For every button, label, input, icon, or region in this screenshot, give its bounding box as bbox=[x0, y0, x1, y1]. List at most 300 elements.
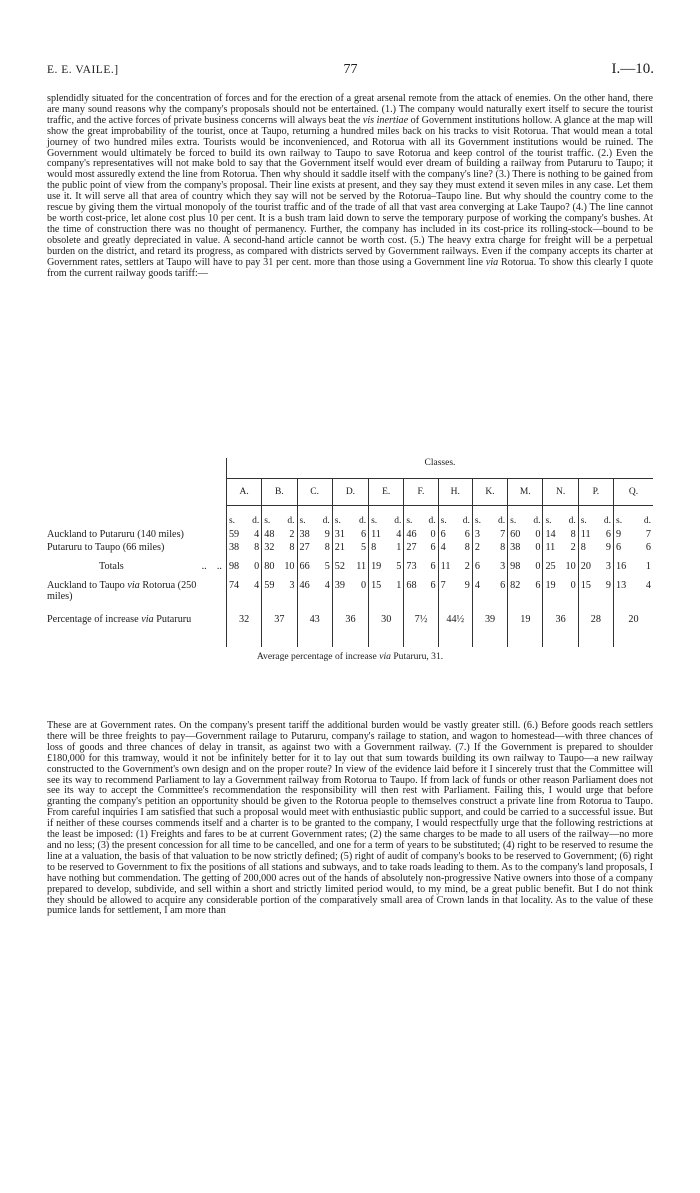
tariff-shillings: 98 bbox=[228, 561, 240, 572]
table-row bbox=[47, 553, 653, 580]
tariff-cell bbox=[472, 553, 507, 580]
tariff-cell bbox=[369, 529, 404, 542]
tariff-shillings: 6 bbox=[440, 529, 446, 540]
tariff-value bbox=[508, 561, 542, 572]
tariff-pence: 6 bbox=[464, 529, 470, 540]
class-column-header: M. bbox=[508, 479, 543, 506]
unit-pair bbox=[262, 516, 296, 527]
tariff-shillings: 11 bbox=[580, 529, 591, 540]
tariff-value bbox=[369, 529, 403, 540]
unit-pence: d. bbox=[498, 516, 506, 526]
tariff-cell bbox=[438, 542, 472, 553]
tariff-cell bbox=[404, 553, 438, 580]
tariff-shillings: 21 bbox=[334, 542, 345, 553]
unit-cell bbox=[472, 506, 507, 530]
tariff-shillings: 59 bbox=[264, 580, 275, 591]
para1-text-a: splendidly situated for the concentration of forces and for the erection of a great arsenal remote from the attack of enemies. On the other hand, there are many sound reasons why the company's proposals should not be entertained. (1.) The company would naturally exert itself to secure the tourist traffic, and the active forces of private business concerns will always beat the bbox=[47, 93, 653, 126]
unit-pair bbox=[369, 516, 403, 527]
tariff-value bbox=[614, 542, 653, 553]
class-column-header: A. bbox=[226, 479, 261, 506]
tariff-cell bbox=[543, 553, 578, 580]
row-label bbox=[47, 580, 226, 610]
unit-cell bbox=[614, 506, 653, 530]
tariff-pence: 9 bbox=[605, 542, 612, 553]
percentage-cell: 19 bbox=[508, 610, 543, 647]
tariff-pence: 0 bbox=[360, 580, 367, 591]
tariff-cell bbox=[543, 529, 578, 542]
unit-cell bbox=[369, 506, 404, 530]
tariff-value bbox=[439, 561, 472, 572]
unit-pence: d. bbox=[252, 516, 260, 526]
tariff-pence: 0 bbox=[254, 561, 260, 572]
page-number: 77 bbox=[343, 62, 358, 77]
tariff-pence: 4 bbox=[254, 529, 260, 540]
tariff-shillings: 6 bbox=[616, 542, 622, 553]
tariff-shillings: 8 bbox=[371, 542, 377, 553]
tariff-shillings: 38 bbox=[299, 529, 310, 540]
unit-cell bbox=[578, 506, 613, 530]
paragraph-conclusion bbox=[47, 721, 653, 917]
percentage-cell: 7½ bbox=[404, 610, 438, 647]
unit-pair bbox=[543, 516, 577, 527]
row-label-pre: Auckland to Taupo bbox=[47, 580, 128, 591]
tariff-pence: 6 bbox=[605, 529, 612, 540]
tariff-shillings: 8 bbox=[580, 542, 586, 553]
tariff-cell bbox=[297, 553, 332, 580]
tariff-pence: 11 bbox=[356, 561, 367, 572]
unit-pair bbox=[439, 516, 472, 527]
tariff-value bbox=[333, 580, 368, 591]
tariff-value bbox=[543, 561, 577, 572]
tariff-shillings: 6 bbox=[474, 561, 480, 572]
table-body bbox=[47, 506, 653, 648]
tariff-pence: 2 bbox=[289, 529, 295, 540]
tariff-pence: 4 bbox=[324, 580, 330, 591]
tariff-shillings: 46 bbox=[406, 529, 417, 540]
tariff-shillings: 19 bbox=[545, 580, 556, 591]
unit-pence: d. bbox=[643, 516, 651, 526]
tariff-shillings: 20 bbox=[580, 561, 591, 572]
tariff-shillings: 25 bbox=[545, 561, 556, 572]
class-column-header: P. bbox=[578, 479, 613, 506]
tariff-value bbox=[298, 542, 332, 553]
percentage-cell: 20 bbox=[614, 610, 653, 647]
unit-pence: d. bbox=[533, 516, 541, 526]
tariff-pence: 4 bbox=[396, 529, 402, 540]
tariff-value bbox=[298, 529, 332, 540]
tariff-value bbox=[614, 561, 653, 572]
tariff-value bbox=[227, 561, 261, 572]
unit-cell bbox=[226, 506, 261, 530]
unit-pair bbox=[579, 516, 613, 527]
table-row bbox=[47, 580, 653, 610]
tariff-pence: 0 bbox=[535, 542, 541, 553]
unit-shillings: s. bbox=[616, 516, 623, 526]
tariff-shillings: 19 bbox=[371, 561, 382, 572]
tariff-cell bbox=[614, 529, 653, 542]
row-label-italic: via bbox=[127, 580, 140, 591]
tariff-value bbox=[579, 542, 613, 553]
tariff-cell bbox=[369, 580, 404, 610]
row-label: Auckland to Putaruru (140 miles) bbox=[47, 529, 184, 540]
table-corner bbox=[47, 458, 226, 506]
tariff-cell bbox=[543, 580, 578, 610]
tariff-pence: 9 bbox=[464, 580, 470, 591]
tariff-pence: 10 bbox=[284, 561, 295, 572]
para2-text: These are at Government rates. On the company's present tariff the additional burden would be vastly greater still. (6.) Before goods reach settlers there will be three freights to pay—Government railage to Putaruru, company's railage to station, and wagon to homestead—with three chances of loss of goods and three chances of delay in transit, as against two with a Government railway. (7.) If the Government is prepared to shoulder £180,000 for this tramway, would it not be infinitely better for it to lay out that sum towards building its own railway to Taupo—a new railway constructed to the Government's own design and on the proper route? In view of the evidence laid before it I sincerely trust that the Committee will see its way to recommend Parliament to lay a Government railway from Rotorua to Taupo. If from lack of funds or other reason Parliament does not see its way to accept the Committee's recommendation the responsibility will then rest with Parliament. Failing this, I would urge that before granting the company's petition an opportunity should be given to the Rotorua people to themselves construct a private line from Rotorua to Taupo. From careful inquiries I am satisfied that such a proposal would meet with enthusiastic public support, and could be carried to a successful issue. But if neither of these courses commends itself and a charter is to be granted to the company, I would respectfully urge that the following restrictions at the least be imposed: (1) Freights and fares to be at current Government rates; (2) the same charges to be made to all users of the railway—no more and no less; (3) the present concession for all time to be cancelled, and one for a term of years to be substituted; (4) right to be reserved to resume the line at a valuation, the basis of that valuation to be now strictly defined; (5) right of audit of company's books to be reserved to Government; (6) right to be reserved to Government to fix the positions of all stations and subways, and to take roads leading to them. As to the company's land proposals, I have nothing but commendation. The getting of 200,000 acres out of the hands of absolutely non-progressive Native owners into those of a company prepared to develop, subdivide, and sell within a short and strictly limited period would, to my mind, be a great public benefit. But I do not think they should be allowed to acquire any considerable portion of the comparatively small area of Crown lands in that locality. As to the value of these pumice lands for settlement, I am more than bbox=[47, 720, 653, 917]
tariff-shillings: 11 bbox=[545, 542, 556, 553]
class-column-header: C. bbox=[297, 479, 332, 506]
tariff-shillings: 32 bbox=[264, 542, 275, 553]
caption-pre: Average percentage of increase bbox=[256, 651, 380, 662]
tariff-shillings: 52 bbox=[334, 561, 345, 572]
unit-pair bbox=[473, 516, 507, 527]
unit-pair bbox=[227, 516, 261, 527]
tariff-cell bbox=[369, 553, 404, 580]
tariff-value bbox=[404, 542, 437, 553]
class-column-header: H. bbox=[438, 479, 472, 506]
tariff-cell bbox=[578, 580, 613, 610]
tariff-cell bbox=[614, 580, 653, 610]
tariff-cell bbox=[472, 529, 507, 542]
tariff-pence: 5 bbox=[324, 561, 330, 572]
unit-shillings: s. bbox=[371, 516, 378, 526]
table-row bbox=[47, 529, 653, 542]
tariff-cell bbox=[472, 580, 507, 610]
tariff-value bbox=[579, 580, 613, 591]
tariff-shillings: 13 bbox=[616, 580, 627, 591]
percentage-cell: 37 bbox=[262, 610, 297, 647]
tariff-value bbox=[262, 542, 296, 553]
document-reference: I.—10. bbox=[611, 61, 654, 77]
tariff-shillings: 7 bbox=[440, 580, 446, 591]
tariff-cell bbox=[226, 529, 261, 542]
unit-cell bbox=[508, 506, 543, 530]
tariff-pence: 6 bbox=[430, 542, 436, 553]
unit-row bbox=[47, 506, 653, 530]
paragraph-intro bbox=[47, 94, 653, 279]
tariff-shillings: 59 bbox=[228, 529, 240, 540]
tariff-cell bbox=[614, 553, 653, 580]
tariff-value bbox=[369, 542, 403, 553]
tariff-value bbox=[298, 580, 332, 591]
tariff-value bbox=[404, 580, 437, 591]
tariff-cell bbox=[262, 553, 297, 580]
unit-cell bbox=[297, 506, 332, 530]
tariff-cell bbox=[404, 529, 438, 542]
percentage-cell: 43 bbox=[297, 610, 332, 647]
unit-cell bbox=[543, 506, 578, 530]
tariff-pence: 8 bbox=[570, 529, 576, 540]
tariff-cell bbox=[332, 580, 368, 610]
tariff-pence: 6 bbox=[535, 580, 541, 591]
percentage-cell: 39 bbox=[472, 610, 507, 647]
tariff-pence: 9 bbox=[605, 580, 612, 591]
unit-cell bbox=[262, 506, 297, 530]
tariff-pence: 8 bbox=[500, 542, 506, 553]
para1-text-c: Rotorua. To show this clearly I quote from the current railway goods tariff:— bbox=[47, 256, 654, 279]
tariff-value bbox=[579, 561, 613, 572]
tariff-shillings: 68 bbox=[406, 580, 417, 591]
unit-pence: d. bbox=[568, 516, 576, 526]
row-label: Putaruru to Taupo (66 miles) bbox=[47, 542, 165, 553]
tariff-pence: 0 bbox=[535, 529, 541, 540]
tariff-pence: 2 bbox=[570, 542, 576, 553]
tariff-value bbox=[262, 580, 296, 591]
tariff-shillings: 98 bbox=[510, 561, 521, 572]
tariff-pence: 8 bbox=[254, 542, 260, 553]
tariff-shillings: 31 bbox=[334, 529, 345, 540]
tariff-cell bbox=[297, 580, 332, 610]
tariff-pence: 1 bbox=[645, 561, 651, 572]
tariff-pence: 10 bbox=[565, 561, 576, 572]
percentage-cell: 36 bbox=[332, 610, 368, 647]
unit-pair bbox=[508, 516, 542, 527]
para1-text-b: of Government institutions hollow. A glance at the map will show the great improbability of the tourist, once at Taupo, returning a hundred miles back on his tracks to visit Rotorua. That would mean a total journey of two hundred miles extra. Tourists would be inconvenienced, and Rotorua with all its Government institutions would be ruined. The Government would ultimately be forced to build its own railway to Taupo to save Rotorua and keep control of the tourist traffic. (2.) Even the company's representatives will not make bold to say that the Government itself would ever dream of building a railway from Putaruru to Taupo; it would most assuredly extend the line from Rotorua. Then why should it saddle itself with the company's line? (3.) There is nothing to be gained from the public point of view from the company's proposal. Their line exists at present, and they say they must extend it seven miles in any case. Let them use it. It will serve all that area of country which they say will not be served by the Rotorua–Taupo line. But why should the country come to the rescue by giving them the virtual monopoly of the tourist traffic and of the trade of all that vast area converging at Lake Taupo? (4.) The line cannot be worth cost-price, let alone cost plus 10 per cent. It is a bush tram laid down to serve the temporary purpose of working the company's bushes. At the time of construction there was no thought of permanency. Further, the company has included in its cost-price its rolling-stock—bound to be obsolete and greatly depreciated in value. A second-hand article cannot be worth cost. (5.) The heavy extra charge for freight will be a perpetual burden on the district, and retard its progress, as compared with districts served by Government railways. Even if the company accepts its charter at Government rates, settlers at Taupo will have to pay 31 per cent. more than those using a Government line bbox=[47, 114, 653, 268]
tariff-shillings: 15 bbox=[371, 580, 382, 591]
tariff-cell bbox=[262, 542, 297, 553]
tariff-shillings: 11 bbox=[371, 529, 381, 540]
percentage-row bbox=[47, 610, 653, 647]
tariff-pence: 0 bbox=[430, 529, 436, 540]
tariff-pence: 6 bbox=[645, 542, 651, 553]
tariff-shillings: 39 bbox=[334, 580, 345, 591]
tariff-value bbox=[508, 529, 542, 540]
table-row bbox=[47, 542, 653, 553]
unit-shillings: s. bbox=[406, 516, 413, 526]
unit-shillings: s. bbox=[545, 516, 552, 526]
tariff-cell bbox=[404, 542, 438, 553]
tariff-pence: 8 bbox=[324, 542, 330, 553]
tariff-value bbox=[473, 580, 507, 591]
tariff-value bbox=[333, 529, 368, 540]
tariff-shillings: 66 bbox=[299, 561, 310, 572]
tariff-pence: 3 bbox=[500, 561, 506, 572]
tariff-cell bbox=[578, 529, 613, 542]
tariff-pence: 4 bbox=[254, 580, 260, 591]
unit-pair bbox=[333, 516, 368, 527]
pct-label-italic: via bbox=[141, 614, 154, 625]
tariff-shillings: 14 bbox=[545, 529, 556, 540]
tariff-value bbox=[543, 529, 577, 540]
unit-shillings: s. bbox=[299, 516, 306, 526]
unit-shillings: s. bbox=[440, 516, 447, 526]
tariff-shillings: 48 bbox=[264, 529, 275, 540]
row-label bbox=[47, 553, 226, 580]
unit-pence: d. bbox=[394, 516, 402, 526]
tariff-pence: 9 bbox=[324, 529, 330, 540]
tariff-value bbox=[369, 561, 403, 572]
tariff-value bbox=[473, 529, 507, 540]
tariff-cell bbox=[543, 542, 578, 553]
para1-italic-b: via bbox=[485, 256, 499, 268]
unit-shillings: s. bbox=[510, 516, 517, 526]
classes-heading: Classes. bbox=[226, 458, 653, 479]
unit-pence: d. bbox=[322, 516, 330, 526]
tariff-shillings: 74 bbox=[228, 580, 240, 591]
caption-italic: via bbox=[379, 651, 391, 662]
tariff-pence: 3 bbox=[289, 580, 295, 591]
tariff-pence: 5 bbox=[360, 542, 367, 553]
tariff-cell bbox=[332, 553, 368, 580]
class-column-header: B. bbox=[262, 479, 297, 506]
percentage-cell: 36 bbox=[543, 610, 578, 647]
unit-pence: d. bbox=[603, 516, 612, 526]
tariff-shillings: 38 bbox=[510, 542, 521, 553]
tariff-pence: 4 bbox=[645, 580, 651, 591]
tariff-cell bbox=[369, 542, 404, 553]
tariff-pence: 8 bbox=[464, 542, 470, 553]
tariff-shillings: 46 bbox=[299, 580, 310, 591]
tariff-shillings: 3 bbox=[474, 529, 480, 540]
tariff-value bbox=[473, 561, 507, 572]
tariff-cell bbox=[472, 542, 507, 553]
tariff-pence: 7 bbox=[500, 529, 506, 540]
tariff-shillings: 4 bbox=[440, 542, 446, 553]
percentage-cell: 44½ bbox=[438, 610, 472, 647]
tariff-value bbox=[508, 580, 542, 591]
class-column-header: N. bbox=[543, 479, 578, 506]
tariff-shillings: 27 bbox=[299, 542, 310, 553]
tariff-cell bbox=[262, 529, 297, 542]
unit-pence: d. bbox=[428, 516, 436, 526]
unit-cell bbox=[404, 506, 438, 530]
tariff-value bbox=[333, 561, 368, 572]
table-caption bbox=[47, 651, 653, 662]
tariff-cell bbox=[226, 553, 261, 580]
tariff-value bbox=[439, 542, 472, 553]
unit-pence: d. bbox=[287, 516, 295, 526]
tariff-pence: 6 bbox=[500, 580, 506, 591]
pct-label-pre: Percentage of increase bbox=[47, 614, 142, 625]
percentage-cell: 28 bbox=[578, 610, 613, 647]
tariff-cell bbox=[332, 529, 368, 542]
tariff-value bbox=[227, 580, 261, 591]
tariff-value bbox=[369, 580, 403, 591]
unit-pair bbox=[404, 516, 437, 527]
unit-cell bbox=[332, 506, 368, 530]
tariff-value bbox=[614, 580, 653, 591]
tariff-cell bbox=[438, 580, 472, 610]
para1-italic-a: vis inertiae bbox=[362, 114, 409, 126]
caption-post: Putaruru, 31. bbox=[390, 651, 444, 662]
tariff-pence: 1 bbox=[396, 542, 402, 553]
unit-pair bbox=[298, 516, 332, 527]
tariff-shillings: 9 bbox=[616, 529, 622, 540]
class-column-header: F. bbox=[404, 479, 438, 506]
tariff-cell bbox=[297, 542, 332, 553]
tariff-shillings: 16 bbox=[616, 561, 627, 572]
class-column-header: K. bbox=[472, 479, 507, 506]
page-header bbox=[47, 61, 654, 80]
tariff-shillings: 80 bbox=[264, 561, 275, 572]
tariff-pence: 8 bbox=[289, 542, 295, 553]
goods-tariff-table bbox=[47, 458, 653, 647]
tariff-shillings: 38 bbox=[228, 542, 240, 553]
tariff-cell bbox=[508, 542, 543, 553]
row-label-text: Totals bbox=[99, 561, 124, 572]
tariff-value bbox=[298, 561, 332, 572]
tariff-cell bbox=[508, 553, 543, 580]
tariff-pence: 6 bbox=[430, 580, 436, 591]
class-column-header: E. bbox=[369, 479, 404, 506]
row-label-post: Rotorua (250 miles) bbox=[47, 580, 197, 602]
tariff-cell bbox=[404, 580, 438, 610]
tariff-pence: 3 bbox=[605, 561, 612, 572]
unit-shillings: s. bbox=[474, 516, 481, 526]
tariff-value bbox=[508, 542, 542, 553]
header-author: E. E. VAILE.] bbox=[47, 64, 119, 76]
unit-shillings: s. bbox=[580, 516, 587, 526]
tariff-cell bbox=[438, 553, 472, 580]
tariff-value bbox=[404, 529, 437, 540]
tariff-value bbox=[333, 542, 368, 553]
tariff-pence: 6 bbox=[360, 529, 367, 540]
tariff-pence: 7 bbox=[645, 529, 651, 540]
tariff-cell bbox=[226, 542, 261, 553]
tariff-value bbox=[262, 561, 296, 572]
tariff-pence: 6 bbox=[430, 561, 436, 572]
tariff-cell bbox=[262, 580, 297, 610]
tariff-value bbox=[543, 542, 577, 553]
tariff-shillings: 15 bbox=[580, 580, 591, 591]
unit-shillings: s. bbox=[334, 516, 341, 526]
tariff-shillings: 82 bbox=[510, 580, 521, 591]
tariff-shillings: 60 bbox=[510, 529, 521, 540]
tariff-pence: 0 bbox=[535, 561, 541, 572]
tariff-value bbox=[404, 561, 437, 572]
tariff-value bbox=[227, 529, 261, 540]
tariff-cell bbox=[578, 553, 613, 580]
class-column-header: D. bbox=[332, 479, 368, 506]
tariff-value bbox=[579, 529, 613, 540]
tariff-value bbox=[614, 529, 653, 540]
tariff-pence: 1 bbox=[396, 580, 402, 591]
tariff-cell bbox=[578, 542, 613, 553]
class-column-header: Q. bbox=[614, 479, 653, 506]
unit-row-label bbox=[47, 506, 226, 530]
pct-label-post: Putaruru bbox=[153, 614, 192, 625]
unit-pair bbox=[614, 516, 653, 527]
tariff-shillings: 11 bbox=[440, 561, 451, 572]
tariff-pence: 5 bbox=[396, 561, 402, 572]
tariff-cell bbox=[297, 529, 332, 542]
percentage-cell: 30 bbox=[369, 610, 404, 647]
tariff-value bbox=[439, 580, 472, 591]
percentage-label bbox=[47, 610, 226, 647]
tariff-shillings: 4 bbox=[474, 580, 480, 591]
tariff-cell bbox=[614, 542, 653, 553]
percentage-cell: 32 bbox=[226, 610, 261, 647]
tariff-shillings: 27 bbox=[406, 542, 417, 553]
row-label-leader: .. .. bbox=[199, 561, 222, 572]
tariff-cell bbox=[332, 542, 368, 553]
tariff-cell bbox=[508, 529, 543, 542]
tariff-value bbox=[473, 542, 507, 553]
tariff-cell bbox=[508, 580, 543, 610]
tariff-value bbox=[227, 542, 261, 553]
unit-pence: d. bbox=[358, 516, 367, 526]
tariff-cell bbox=[226, 580, 261, 610]
unit-cell bbox=[438, 506, 472, 530]
railway-tariff-table bbox=[47, 458, 653, 662]
unit-shillings: s. bbox=[228, 516, 236, 526]
unit-pence: d. bbox=[462, 516, 470, 526]
tariff-value bbox=[262, 529, 296, 540]
unit-shillings: s. bbox=[264, 516, 271, 526]
tariff-pence: 0 bbox=[570, 580, 576, 591]
tariff-value bbox=[439, 529, 472, 540]
